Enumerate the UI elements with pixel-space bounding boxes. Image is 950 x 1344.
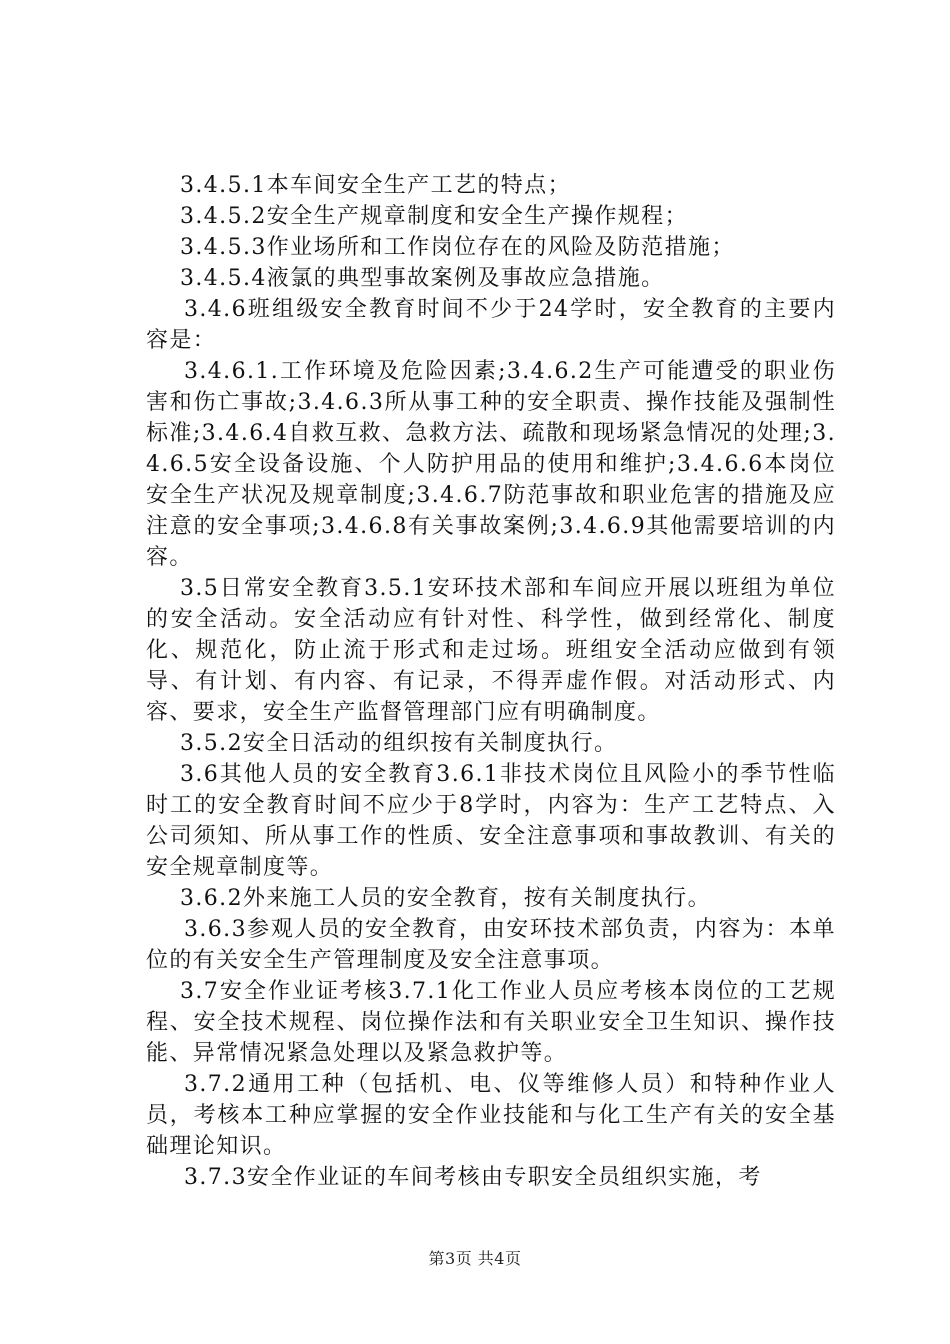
paragraph-3-7: 3.7安全作业证考核3.7.1化工作业人员应考核本岗位的工艺规程、安全技术规程、岗位操作法和有关职业安全卫生知识、操作技能、异常情况紧急处理以及紧急救护等。 [146, 979, 836, 1066]
paragraph-3-4-5-2: 3.4.5.2安全生产规章制度和安全生产操作规程； [180, 204, 688, 229]
paragraph-3-4-6: 3.4.6班组级安全教育时间不少于24学时，安全教育的主要内容是： [146, 297, 836, 353]
paragraph-3-4-5-3: 3.4.5.3作业场所和工作岗位存在的风险及防范措施； [180, 235, 735, 260]
paragraph-3-6-2: 3.6.2外来施工人员的安全教育，按有关制度执行。 [180, 886, 711, 911]
paragraph-3-5-2: 3.5.2安全日活动的组织按有关制度执行。 [180, 731, 618, 756]
paragraph-3-7-2: 3.7.2通用工种（包括机、电、仪等维修人员）和特种作业人员，考核本工种应掌握的安全作业技能和与化工生产有关的安全基础理论知识。 [146, 1072, 836, 1159]
paragraph-3-6: 3.6其他人员的安全教育3.6.1非技术岗位且风险小的季节性临时工的安全教育时间不应少于8学时，内容为：生产工艺特点、入公司须知、所从事工作的性质、安全注意事项和事故教训、有关的安全规章制度等。 [146, 762, 836, 880]
paragraph-3-4-5-4: 3.4.5.4液氯的典型事故案例及事故应急措施。 [180, 266, 665, 291]
paragraph-3-4-6-items: 3.4.6.1.工作环境及危险因素;3.4.6.2生产可能遭受的职业伤害和伤亡事故;3.4.6.3所从事工种的安全职责、操作技能及强制性标准;3.4.6.4自救互救、急救方法、疏散和现场紧急情况的处理;3.4.6.5安全设备设施、个人防护用品的使用和维护;3.4.6.6本岗位安全生产状况及规章制度;3.4.6.7防范事故和职业危害的措施及应注意的安全事项;3.4.6.8有关事故案例;3.4.6.9其他需要培训的内容。 [146, 359, 836, 570]
paragraph-3-7-3: 3.7.3安全作业证的车间考核由专职安全员组织实施，考 [184, 1165, 762, 1190]
document-body [146, 170, 836, 1193]
paragraph-3-5: 3.5日常安全教育3.5.1安环技术部和车间应开展以班组为单位的安全活动。安全活动应有针对性、科学性，做到经常化、制度化、规范化，防止流于形式和走过场。班组安全活动应做到有领导、有计划、有内容、有记录，不得弄虚作假。对活动形式、内容、要求，安全生产监督管理部门应有明确制度。 [146, 576, 836, 725]
page-number-footer: 第3页 共4页 [428, 1249, 522, 1268]
paragraph-3-4-5-1: 3.4.5.1本车间安全生产工艺的特点； [180, 173, 571, 198]
paragraph-3-6-3: 3.6.3参观人员的安全教育，由安环技术部负责，内容为：本单位的有关安全生产管理制度及安全注意事项。 [146, 917, 836, 973]
